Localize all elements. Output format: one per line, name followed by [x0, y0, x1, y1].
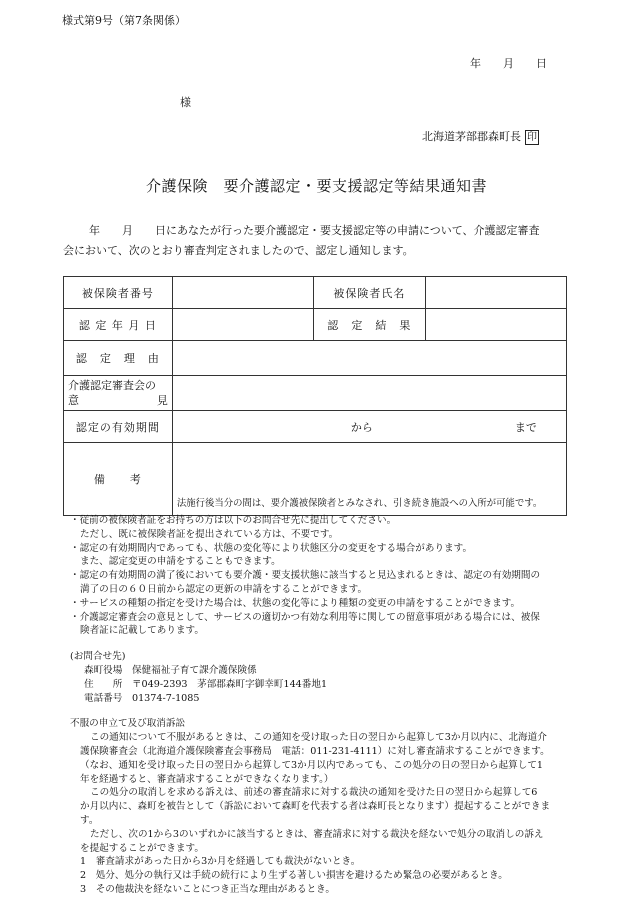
notes-section	[70, 514, 570, 897]
appeal-line: か月以内に、森町を被告として（訴訟において森町を代表する者は森町長となります）提起することができま	[80, 801, 551, 813]
appeal-line: 2 処分、処分の執行又は手続の続行により生ずる著しい損害を避けるため緊急の必要があるとき。	[80, 870, 508, 882]
issuer-name: 北海道茅部郡森町長	[422, 130, 521, 143]
note-line: 険者証に記載してあります。	[80, 625, 204, 637]
cert-result-cell	[426, 309, 567, 341]
seal-mark: 印	[527, 132, 537, 143]
date-line: 年 月 日	[470, 57, 547, 70]
cert-reason-cell	[172, 341, 566, 376]
opinion-char-2: 見	[156, 394, 168, 407]
validity-label: 認定の有効期間	[64, 411, 173, 443]
form-number: 様式第9号（第7条関係）	[62, 14, 186, 27]
appeal-heading: 不服の申立て及び取消訴訟	[70, 718, 186, 730]
appeal-line: す。	[80, 814, 99, 826]
insured-name-cell	[426, 277, 567, 309]
validity-to: まで	[514, 421, 537, 434]
remarks-note: 法施行後当分の間は、要介護被保険者とみなされ、引き続き施設への入所が可能です。	[176, 498, 543, 509]
cert-date-label: 認 定 年 月 日	[64, 309, 173, 341]
contact-address: 住 所 〒049-2393 茅部郡森町字御幸町144番地1	[84, 678, 328, 690]
remarks-label: 備 考	[64, 443, 173, 516]
opinion-char-1: 意	[68, 394, 79, 407]
note-line: また、認定変更の申請をすることもできます。	[80, 556, 281, 568]
opinion-label-line2	[68, 393, 168, 408]
opinion-label	[64, 376, 173, 411]
opinion-cell	[172, 376, 566, 411]
intro-line-1: 年 月 日にあなたが行った要介護認定・要支援認定等の申請について、介護認定審査	[89, 224, 540, 237]
insured-name-label: 被保険者氏名	[313, 277, 426, 309]
opinion-label-line1: 介護認定審査会の	[68, 379, 156, 392]
note-line: ・認定の有効期間の満了後においても要介護・要支援状態に該当すると見込まれるときは、認定の有効期間の	[70, 570, 541, 582]
result-table	[63, 276, 567, 516]
intro-line-2: 会において、次のとおり審査判定されましたので、認定し通知します。	[63, 244, 414, 257]
note-line: ・介護認定審査会の意見として、サービスの適切かつ有効な利用等に関しての留意事項がある場合には、被保	[70, 611, 540, 623]
appeal-line: 1 審査請求があった日から3か月を経過しても裁決がないとき。	[80, 856, 361, 868]
appeal-line: 3 その他裁決を経ないことにつき正当な理由があるとき。	[80, 883, 335, 895]
note-line: ・サービスの種類の指定を受けた場合は、状態の変化等により種類の変更の申請をすることができます。	[70, 597, 521, 609]
appeal-line: この通知について不服があるときは、この通知を受け取った日の翌日から起算して3か月以内に、北海道介	[90, 732, 547, 744]
note-line: ただし、既に被保険者証を提出されている方は、不要です。	[80, 528, 339, 540]
appeal-line: この処分の取消しを求める訴えは、前述の審査請求に対する裁決の通知を受けた日の翌日から起算して6	[90, 787, 538, 799]
cert-date-cell	[172, 309, 313, 341]
note-line: ・認定の有効期間内であっても、状態の変化等により状態区分の変更をする場合があります。	[70, 542, 473, 554]
addressee-suffix: 様	[180, 96, 191, 109]
appeal-line: （なお、通知を受け取った日の翌日から起算して3か月以内であっても、この処分の日の翌日から起算して1	[80, 759, 544, 771]
cert-reason-label: 認 定 理 由	[64, 341, 173, 376]
contact-office: 森町役場 保健福祉子育て課介護保険係	[84, 664, 257, 676]
insured-number-cell	[172, 277, 313, 309]
appeal-line: 護保険審査会（北海道介護保険審査会事務局 電話：011-231-4111）に対し審査請求することができます。	[80, 745, 550, 757]
insured-number-label: 被保険者番号	[64, 277, 173, 309]
appeal-line: ただし、次の1から3のいずれかに該当するときは、審査請求に対する裁決を経ないで処分の取消しの訴え	[90, 828, 544, 840]
cert-result-label: 認 定 結 果	[313, 309, 426, 341]
appeal-line: 年を経過すると、審査請求することができなくなります。）	[80, 773, 334, 785]
appeal-line: を提起することができます。	[80, 842, 204, 854]
note-line: ・従前の被保険者証をお持ちの方は以下のお問合せ先に提出してください。	[70, 515, 397, 526]
document-title: 介護保険 要介護認定・要支援認定等結果通知書	[146, 177, 488, 195]
validity-cell	[172, 411, 566, 443]
issuer	[422, 128, 539, 145]
validity-from: から	[350, 421, 373, 434]
note-line: 満了の日の６０日前から認定の更新の申請をすることができます。	[80, 583, 368, 595]
contact-heading: (お問合せ先)	[70, 651, 126, 663]
remarks-cell	[172, 443, 566, 516]
contact-phone: 電話番号 01374-7-1085	[84, 692, 200, 704]
